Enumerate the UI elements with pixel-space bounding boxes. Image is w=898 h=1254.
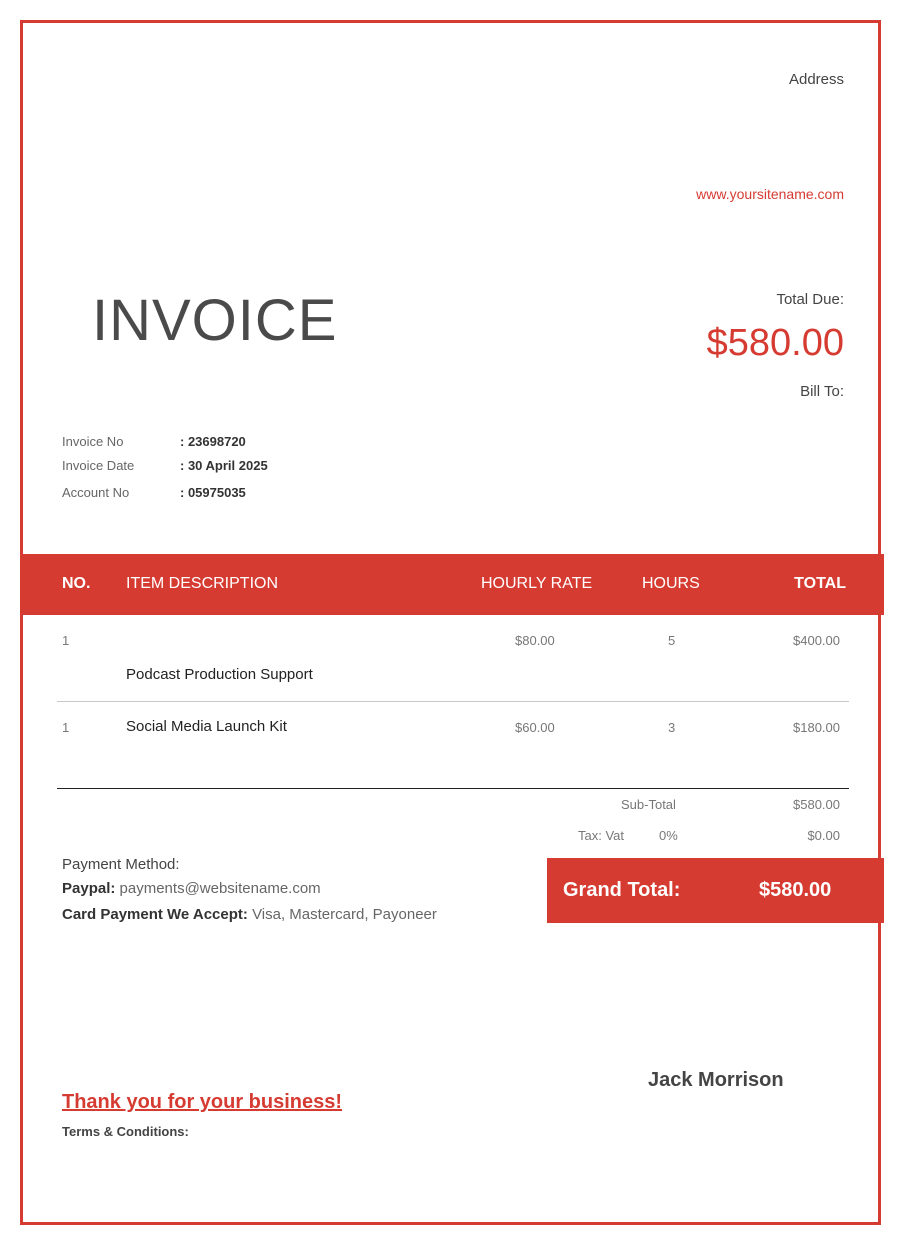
header-description: ITEM DESCRIPTION (126, 575, 279, 592)
account-no-value: : 05975035 (180, 485, 246, 500)
invoice-date-label: Invoice Date (62, 458, 135, 473)
header-no: NO. (62, 575, 91, 592)
company-address: Address (788, 71, 844, 88)
tax-label: Tax: Vat (578, 828, 625, 843)
payment-heading: Payment Method: (62, 856, 180, 873)
account-no-label: Account No (62, 485, 130, 500)
bill-to-label: Bill To: (800, 383, 844, 400)
header-hourly-rate: HOURLY RATE (481, 575, 593, 592)
terms-label: Terms & Conditions: (62, 1124, 189, 1139)
invoice-no-value: : 23698720 (180, 434, 246, 449)
row-no: 1 (62, 633, 70, 648)
invoice-date-value: : 30 April 2025 (180, 458, 268, 473)
row-rate: $80.00 (515, 633, 555, 648)
row-hours: 5 (668, 633, 676, 648)
row-total: $400.00 (793, 633, 840, 648)
grand-total-box (547, 858, 884, 923)
row-description: Social Media Launch Kit (126, 718, 287, 735)
invoice-title: INVOICE (92, 288, 338, 353)
signer-name: Jack Morrison (648, 1069, 784, 1091)
paypal-label: Paypal: (62, 880, 116, 897)
grand-total-value: $580.00 (759, 879, 832, 901)
table-bottom-rule (57, 788, 849, 789)
row-no: 1 (62, 720, 70, 735)
header-total: TOTAL (794, 575, 846, 592)
cards-label: Card Payment We Accept: (62, 906, 248, 923)
row-description: Podcast Production Support (126, 666, 313, 683)
tax-rate: 0% (659, 828, 678, 843)
thank-you-message: Thank you for your business! (62, 1091, 343, 1113)
paypal-line (62, 880, 321, 897)
invoice-no-label: Invoice No (62, 434, 124, 449)
row-total: $180.00 (793, 720, 840, 735)
paypal-value[interactable]: payments@websitename.com (119, 880, 321, 897)
cards-value: Visa, Mastercard, Payoneer (252, 906, 437, 923)
subtotal-label: Sub-Total (621, 797, 676, 812)
company-website[interactable]: www.yoursitename.com (696, 186, 844, 202)
total-due-value: $580.00 (706, 322, 844, 364)
row-hours: 3 (668, 720, 676, 735)
tax-value: $0.00 (807, 828, 840, 843)
grand-total-label: Grand Total: (563, 879, 681, 901)
row-divider (57, 701, 849, 702)
header-hours: HOURS (642, 575, 700, 592)
table-header (20, 554, 884, 615)
total-due-label: Total Due: (776, 291, 844, 308)
row-rate: $60.00 (515, 720, 555, 735)
subtotal-value: $580.00 (793, 797, 840, 812)
cards-line (62, 906, 437, 923)
